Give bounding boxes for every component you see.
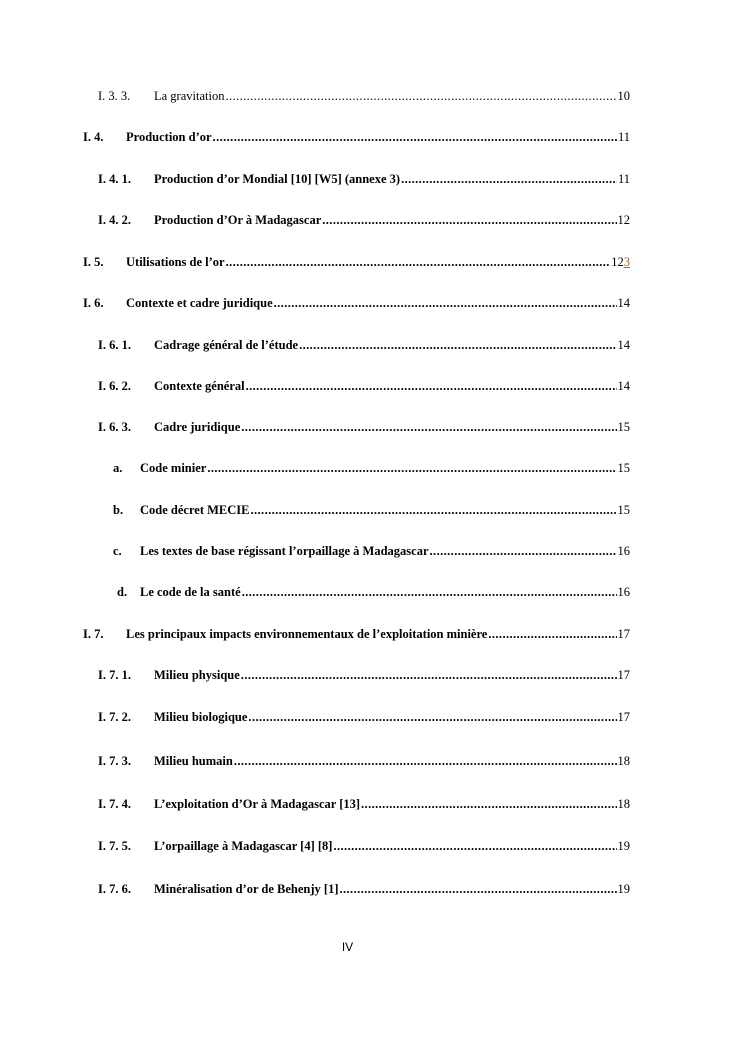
toc-title: Milieu physique [154, 668, 240, 682]
toc-page: 17 [617, 710, 630, 724]
toc-title: Milieu biologique [154, 710, 248, 724]
toc-leader [322, 213, 616, 228]
toc-leader [250, 503, 616, 518]
toc-number: I. 3. 3. [98, 89, 131, 103]
toc-leader [246, 379, 617, 394]
toc-entry [117, 585, 630, 600]
toc-page: 19 [617, 882, 630, 896]
toc-page: 18 [617, 797, 630, 811]
toc-entry [98, 420, 630, 435]
toc-entry [98, 882, 630, 897]
toc-title: Minéralisation d’or de Behenjy [1] [154, 882, 339, 896]
toc-number: I. 7. 2. [98, 710, 131, 724]
toc-page: 15 [617, 503, 630, 517]
toc-title: L’orpaillage à Madagascar [4] [8] [154, 839, 333, 853]
toc-number: b. [113, 503, 124, 517]
toc-title: L’exploitation d’Or à Madagascar [13] [154, 797, 361, 811]
toc-number: I. 6. [83, 296, 104, 310]
toc-leader [274, 296, 617, 311]
toc-leader [242, 585, 617, 600]
toc-number: I. 4. 2. [98, 213, 131, 227]
toc-entry [113, 503, 630, 518]
toc-page: 14 [617, 379, 630, 393]
toc-entry [113, 544, 630, 559]
page-number-footer: IV [341, 940, 354, 954]
toc-number: I. 7. 4. [98, 797, 131, 811]
toc-entry [83, 296, 630, 311]
toc-entry [98, 213, 630, 228]
toc-title: Les principaux impacts environnementaux de l’exploitation minière [126, 627, 488, 641]
toc-entry [98, 379, 630, 394]
toc-title: Utilisations de l’or [126, 255, 225, 269]
toc-entry [83, 130, 630, 145]
toc-page: 14 [617, 296, 630, 310]
toc-title: Les textes de base régissant l’orpaillage à Madagascar [140, 544, 429, 558]
toc-page-tracked-change: 3 [623, 255, 630, 269]
toc-leader [248, 710, 616, 725]
toc-leader [488, 627, 616, 642]
toc-title: Code décret MECIE [140, 503, 250, 517]
toc-entry [98, 754, 630, 769]
toc-title: Cadrage général de l’étude [154, 338, 299, 352]
toc-entry [98, 172, 630, 187]
toc-page: 19 [617, 839, 630, 853]
toc-page: 10 [617, 89, 630, 103]
toc-number: I. 5. [83, 255, 104, 269]
toc-leader [241, 420, 616, 435]
toc-entry [98, 710, 630, 725]
toc-page: 11 [617, 130, 630, 144]
toc-number: c. [113, 544, 122, 558]
toc-leader [207, 461, 616, 476]
toc-leader [401, 172, 617, 187]
toc-page: 14 [617, 338, 630, 352]
toc-leader [430, 544, 617, 559]
toc-entry [83, 627, 630, 642]
toc-title: Production d’or Mondial [10] [W5] (annexe 3) [154, 172, 401, 186]
toc-entry [113, 461, 630, 476]
toc-title: Milieu humain [154, 754, 233, 768]
toc-entry [98, 797, 630, 812]
toc-page: 16 [617, 585, 630, 599]
toc-title: Le code de la santé [140, 585, 241, 599]
toc-leader [213, 130, 617, 145]
toc-number: I. 4. [83, 130, 104, 144]
toc-page: 18 [617, 754, 630, 768]
toc-number: I. 4. 1. [98, 172, 131, 186]
toc-leader [339, 882, 616, 897]
toc-number: I. 7. 1. [98, 668, 131, 682]
toc-page: 16 [617, 544, 630, 558]
toc-page: 15 [617, 461, 630, 475]
toc-leader [225, 89, 616, 104]
toc-title: Contexte général [154, 379, 245, 393]
toc-entry [98, 839, 630, 854]
toc-number: I. 6. 3. [98, 420, 131, 434]
toc-leader [299, 338, 616, 353]
toc-number: I. 7. 6. [98, 882, 131, 896]
toc-entry [83, 255, 630, 270]
toc-page: 17 [617, 668, 630, 682]
toc-number: I. 7. 5. [98, 839, 131, 853]
toc-page: 15 [617, 420, 630, 434]
toc-number: a. [113, 461, 123, 475]
toc-number: I. 6. 1. [98, 338, 131, 352]
toc-number: I. 7. 3. [98, 754, 131, 768]
toc-title: Cadre juridique [154, 420, 241, 434]
toc-leader [361, 797, 616, 812]
toc-number: I. 7. [83, 627, 104, 641]
toc-leader [226, 255, 611, 270]
toc-leader [234, 754, 617, 769]
toc-title: Code minier [140, 461, 207, 475]
toc-title: Contexte et cadre juridique [126, 296, 273, 310]
toc-page: 12 [617, 213, 630, 227]
toc-page: 17 [617, 627, 630, 641]
toc-page: 11 [617, 172, 630, 186]
toc-page-main: 12 [611, 255, 624, 269]
toc-page [611, 255, 630, 270]
toc-title: La gravitation [154, 89, 225, 103]
toc-entry [98, 668, 630, 683]
toc-entry [98, 338, 630, 353]
toc-leader [333, 839, 616, 854]
toc-number: d. [117, 585, 128, 599]
toc-title: Production d’or [126, 130, 212, 144]
toc-entry [98, 89, 630, 104]
toc-leader [241, 668, 617, 683]
toc-number: I. 6. 2. [98, 379, 131, 393]
toc-title: Production d’Or à Madagascar [154, 213, 322, 227]
